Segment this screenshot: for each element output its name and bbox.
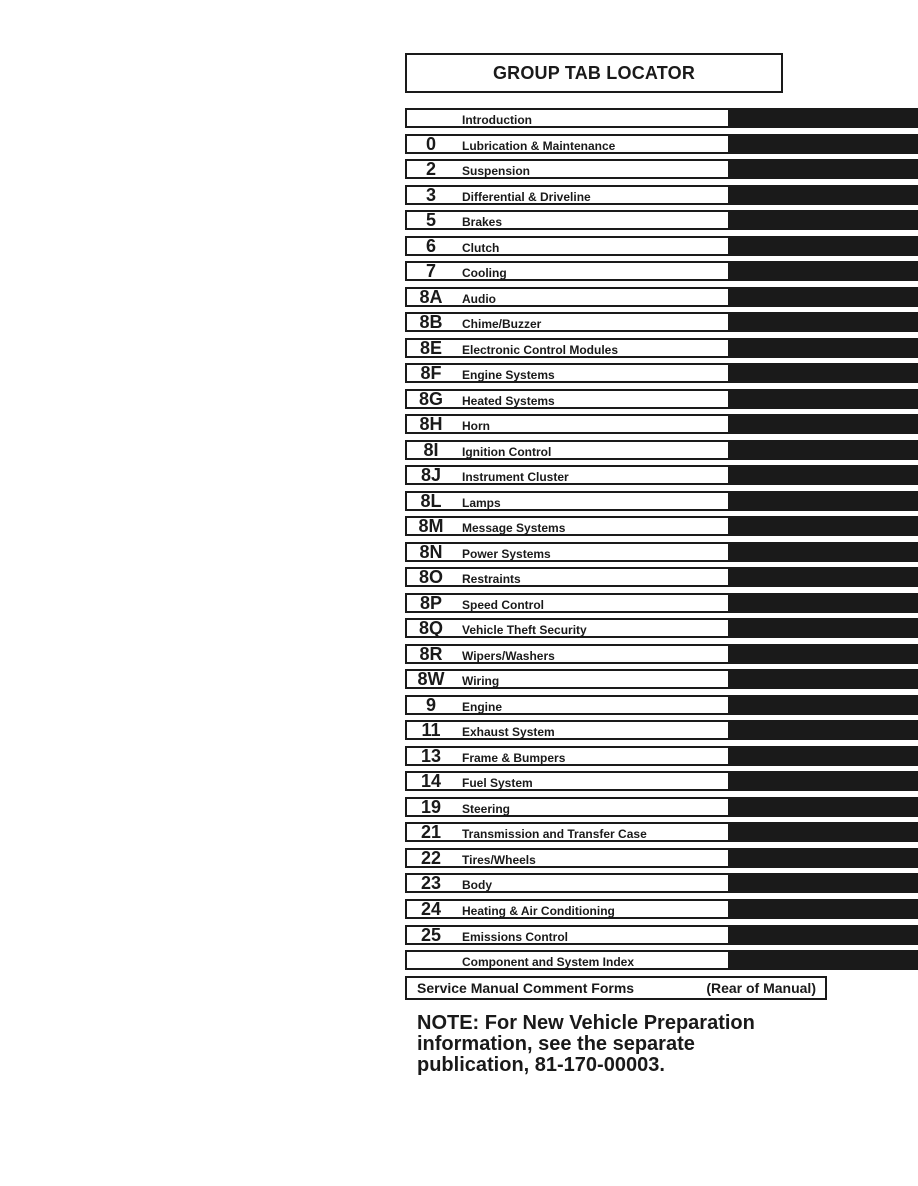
group-tab-marker[interactable] [730,159,918,179]
group-cell [405,389,730,409]
group-number: 23 [420,873,442,894]
note-line: NOTE: For New Vehicle Preparation [417,1012,755,1034]
group-label: Suspension [462,164,531,179]
group-label: Component and System Index [462,955,635,970]
group-tab-marker[interactable] [730,925,918,945]
group-number: 8O [418,567,443,588]
group-row[interactable] [405,771,918,791]
group-number: 19 [420,796,442,817]
group-label: Heated Systems [462,393,555,408]
group-label: Vehicle Theft Security [462,623,587,638]
group-row[interactable] [405,389,918,409]
group-row[interactable] [405,567,918,587]
group-number: 2 [425,159,436,180]
group-number: 0 [425,133,436,154]
group-cell [405,134,730,154]
group-label: Lubrication & Maintenance [462,138,616,153]
group-number: 8B [419,312,443,333]
page-title: GROUP TAB LOCATOR [405,53,783,93]
preparation-note [417,1013,837,1076]
group-number: 9 [425,694,436,715]
group-row[interactable] [405,618,918,638]
group-tab-marker[interactable] [730,287,918,307]
group-label: Differential & Driveline [462,189,591,204]
group-row[interactable] [405,108,918,128]
group-tab-marker[interactable] [730,618,918,638]
comment-forms-entry[interactable] [405,976,827,1000]
group-row[interactable] [405,797,918,817]
group-cell [405,159,730,179]
group-row[interactable] [405,185,918,205]
group-number: 8W [417,669,445,690]
group-tab-marker[interactable] [730,771,918,791]
group-number: 3 [425,184,436,205]
group-tab-marker[interactable] [730,440,918,460]
group-label: Fuel System [462,776,533,791]
group-row[interactable] [405,465,918,485]
group-number: 7 [425,261,436,282]
group-tab-marker[interactable] [730,746,918,766]
group-number: 8N [419,541,443,562]
group-tab-marker[interactable] [730,236,918,256]
group-cell [405,491,730,511]
group-number: 8M [418,516,444,537]
group-label: Horn [462,419,490,434]
comment-forms-label: Service Manual Comment Forms [417,980,635,996]
group-row[interactable] [405,312,918,332]
group-tab-marker[interactable] [730,134,918,154]
group-number: 8P [419,592,443,613]
group-row[interactable] [405,848,918,868]
group-cell [405,363,730,383]
group-tab-marker[interactable] [730,950,918,970]
group-cell [405,210,730,230]
group-row[interactable] [405,516,918,536]
group-number: 21 [420,822,442,843]
group-number: 14 [420,771,442,792]
group-row[interactable] [405,287,918,307]
group-row[interactable] [405,950,918,970]
note-line: publication, 81-170-00003. [417,1054,665,1076]
group-number: 22 [420,847,442,868]
group-cell [405,338,730,358]
group-tab-marker[interactable] [730,414,918,434]
group-cell [405,925,730,945]
group-label: Steering [462,801,511,816]
group-number: 8L [420,490,442,511]
group-cell [405,593,730,613]
group-label: Electronic Control Modules [462,342,619,357]
group-number: 24 [420,898,442,919]
group-cell [405,567,730,587]
group-label: Cooling [462,266,507,281]
group-label: Speed Control [462,597,545,612]
group-tab-marker[interactable] [730,185,918,205]
group-tab-marker[interactable] [730,261,918,281]
group-cell [405,440,730,460]
group-label: Heating & Air Conditioning [462,903,615,918]
group-label: Clutch [462,240,500,255]
group-label: Ignition Control [462,444,552,459]
group-cell [405,414,730,434]
group-tab-marker[interactable] [730,491,918,511]
group-number: 8F [420,363,442,384]
group-tab-marker[interactable] [730,644,918,664]
group-number: 8E [419,337,443,358]
group-row[interactable] [405,159,918,179]
group-number: 11 [421,720,441,741]
group-row[interactable] [405,210,918,230]
group-tab-marker[interactable] [730,516,918,536]
group-row[interactable] [405,822,918,842]
group-row[interactable] [405,593,918,613]
group-tab-marker[interactable] [730,108,918,128]
group-label: Instrument Cluster [462,470,569,485]
group-row[interactable] [405,669,918,689]
group-tab-marker[interactable] [730,542,918,562]
group-tab-marker[interactable] [730,695,918,715]
group-cell [405,797,730,817]
group-cell [405,618,730,638]
group-cell [405,542,730,562]
group-label: Wiring [462,674,500,689]
group-number: 8R [419,643,443,664]
group-number: 8Q [418,618,443,639]
group-label: Body [462,878,492,893]
group-row[interactable] [405,440,918,460]
group-label: Power Systems [462,546,551,561]
group-cell [405,185,730,205]
group-tab-list [405,108,918,976]
group-tab-marker[interactable] [730,669,918,689]
group-number: 8H [419,414,443,435]
group-cell [405,695,730,715]
group-label: Tires/Wheels [462,852,536,867]
group-label: Wipers/Washers [462,648,555,663]
group-tab-marker[interactable] [730,593,918,613]
group-tab-marker[interactable] [730,465,918,485]
comment-forms-location: (Rear of Manual) [706,980,816,996]
group-tab-marker[interactable] [730,389,918,409]
group-label: Audio [462,291,496,306]
group-row[interactable] [405,414,918,434]
group-tab-marker[interactable] [730,822,918,842]
group-row[interactable] [405,925,918,945]
group-row[interactable] [405,899,918,919]
group-label: Engine [462,699,503,714]
group-number: 13 [420,745,442,766]
group-row[interactable] [405,363,918,383]
group-cell [405,644,730,664]
group-row[interactable] [405,644,918,664]
group-row[interactable] [405,746,918,766]
group-row[interactable] [405,236,918,256]
group-cell [405,236,730,256]
group-cell [405,899,730,919]
group-label: Brakes [462,215,503,230]
group-label: Message Systems [462,521,566,536]
group-number: 25 [420,924,442,945]
group-cell [405,669,730,689]
group-cell [405,720,730,740]
group-tab-marker[interactable] [730,210,918,230]
group-row[interactable] [405,491,918,511]
group-cell [405,465,730,485]
group-cell [405,950,730,970]
group-number: 8I [423,439,439,460]
group-cell [405,516,730,536]
group-number: 8J [420,465,442,486]
group-tab-marker[interactable] [730,338,918,358]
group-number: 8A [419,286,443,307]
group-label: Emissions Control [462,929,569,944]
group-row[interactable] [405,261,918,281]
group-number: 8G [418,388,443,409]
group-cell [405,771,730,791]
group-row[interactable] [405,134,918,154]
group-cell [405,848,730,868]
group-label: Transmission and Transfer Case [462,827,647,842]
group-label: Restraints [462,572,521,587]
group-label: Engine Systems [462,368,555,383]
group-row[interactable] [405,720,918,740]
group-cell [405,287,730,307]
group-row[interactable] [405,338,918,358]
group-label: Frame & Bumpers [462,750,566,765]
group-tab-marker[interactable] [730,873,918,893]
group-tab-marker[interactable] [730,797,918,817]
group-tab-marker[interactable] [730,899,918,919]
group-tab-marker[interactable] [730,848,918,868]
group-cell [405,261,730,281]
group-row[interactable] [405,695,918,715]
group-cell [405,108,730,128]
group-cell [405,746,730,766]
group-label: Chime/Buzzer [462,317,542,332]
group-tab-marker[interactable] [730,720,918,740]
group-tab-marker[interactable] [730,567,918,587]
group-label: Lamps [462,495,501,510]
group-tab-marker[interactable] [730,363,918,383]
group-cell [405,312,730,332]
group-row[interactable] [405,873,918,893]
group-number: 5 [425,210,436,231]
group-cell [405,873,730,893]
group-number: 6 [425,235,436,256]
group-row[interactable] [405,542,918,562]
group-label: Exhaust System [462,725,555,740]
group-label: Introduction [462,113,532,127]
group-tab-marker[interactable] [730,312,918,332]
group-cell [405,822,730,842]
note-line: information, see the separate [417,1033,695,1055]
